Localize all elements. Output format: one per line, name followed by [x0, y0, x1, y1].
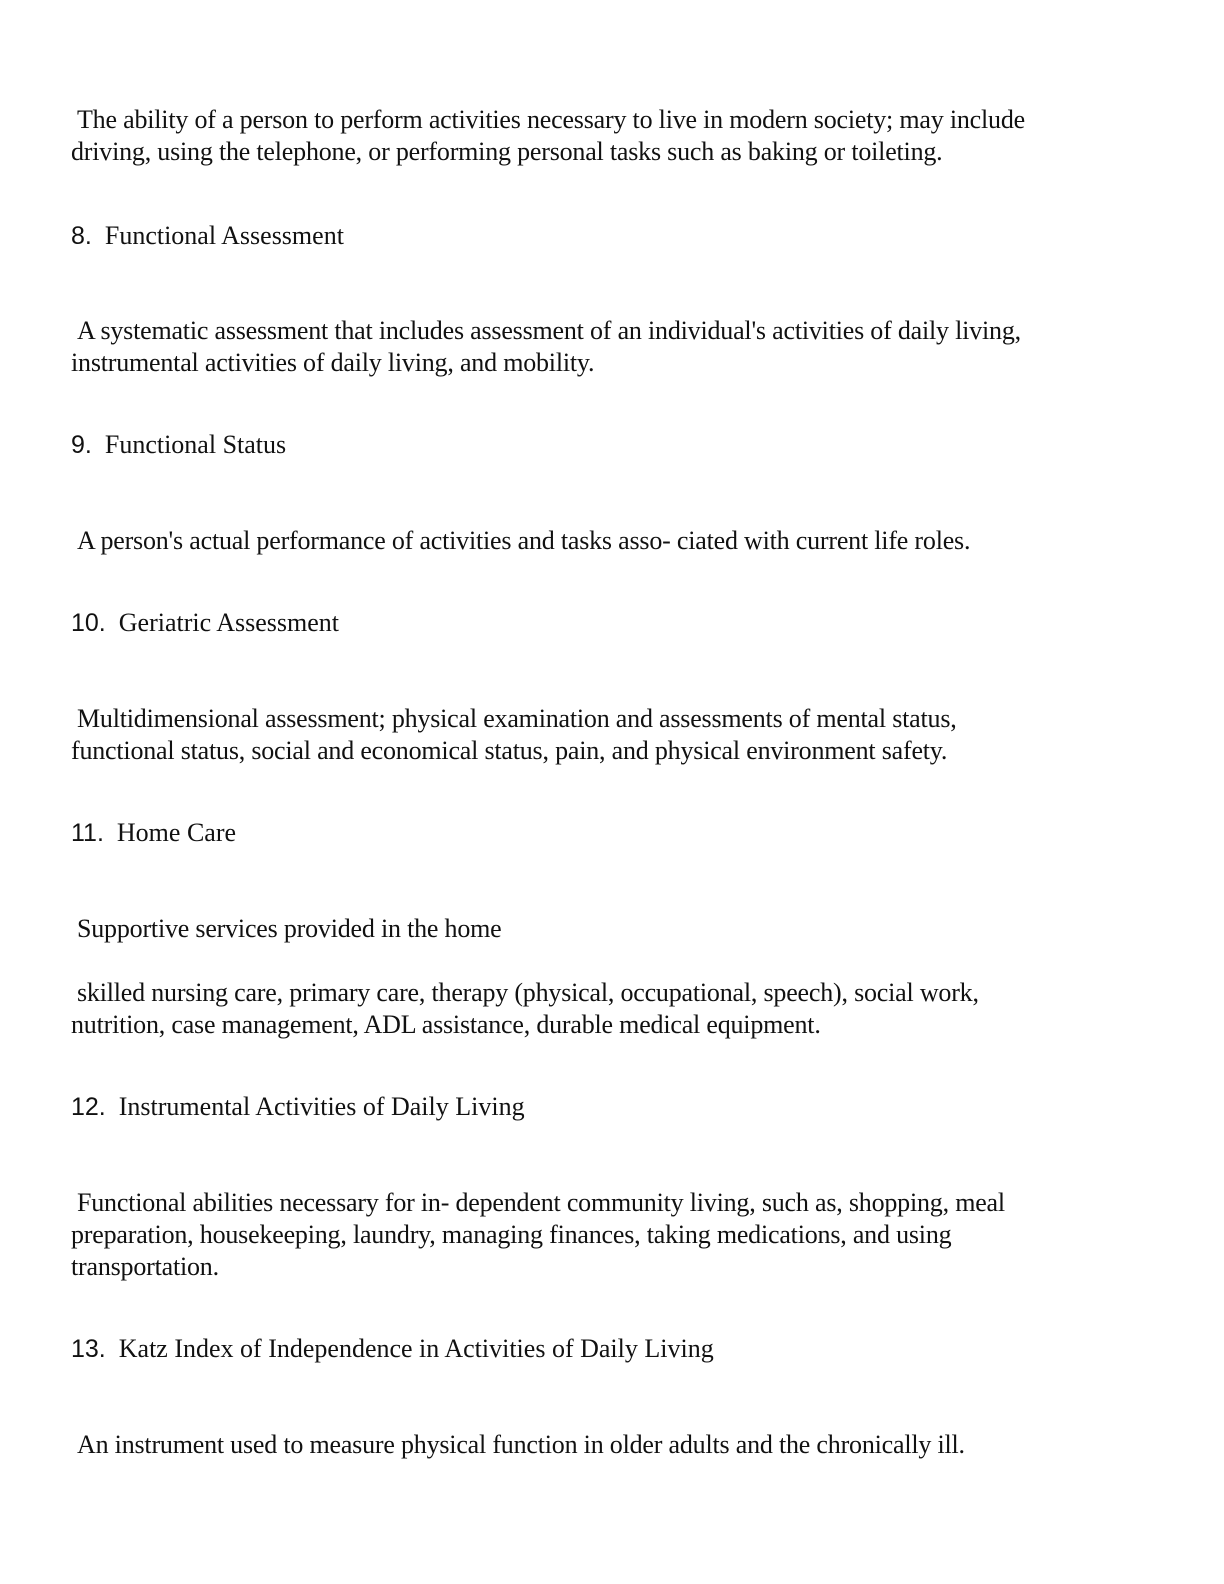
definition-line: preparation, housekeeping, laundry, managing finances, taking medications, and using	[71, 1220, 952, 1249]
definition-line: Supportive services provided in the home	[77, 914, 502, 943]
definition-line: Functional abilities necessary for in- dependent community living, such as, shopping, meal	[77, 1188, 1005, 1217]
term-number: 9.	[71, 431, 92, 459]
term-number: 11.	[71, 819, 104, 847]
definition-line: skilled nursing care, primary care, therapy (physical, occupational, speech), social work,	[77, 978, 979, 1007]
definition-line: A person's actual performance of activities and tasks asso- ciated with current life roles.	[77, 526, 971, 555]
term-definition-9	[71, 525, 1161, 557]
term-title: Functional Assessment	[104, 221, 344, 250]
term-heading-11	[71, 817, 236, 849]
term-heading-8	[71, 220, 344, 252]
term-heading-10	[71, 607, 339, 639]
term-definition-11b	[71, 977, 1161, 1041]
definition-line: The ability of a person to perform activities necessary to live in modern society; may include	[77, 105, 1025, 134]
definition-line: transportation.	[71, 1252, 219, 1281]
definition-line: nutrition, case management, ADL assistance, durable medical equipment.	[71, 1010, 821, 1039]
term-title: Instrumental Activities of Daily Living	[118, 1092, 525, 1121]
definition-line: instrumental activities of daily living, and mobility.	[71, 348, 595, 377]
term-title: Home Care	[116, 818, 237, 847]
definition-line: functional status, social and economical status, pain, and physical environment safety.	[71, 736, 948, 765]
term-definition-10	[71, 703, 1161, 767]
term-definition-11a	[71, 913, 1161, 945]
term-definition-12	[71, 1187, 1161, 1283]
term-number: 10.	[71, 609, 106, 637]
term-heading-13	[71, 1333, 714, 1365]
definition-line: An instrument used to measure physical function in older adults and the chronically ill.	[77, 1430, 965, 1459]
term-title: Katz Index of Independence in Activities of Daily Living	[118, 1334, 714, 1363]
intro-definition	[71, 104, 1161, 168]
term-definition-8	[71, 315, 1161, 379]
term-number: 12.	[71, 1093, 106, 1121]
term-heading-12	[71, 1091, 525, 1123]
term-title: Functional Status	[104, 430, 287, 459]
term-number: 13.	[71, 1335, 106, 1363]
definition-line: driving, using the telephone, or performing personal tasks such as baking or toileting.	[71, 137, 943, 166]
term-definition-13	[71, 1429, 1161, 1461]
definition-line: Multidimensional assessment; physical examination and assessments of mental status,	[77, 704, 957, 733]
definition-line: A systematic assessment that includes assessment of an individual's activities of daily living,	[77, 316, 1021, 345]
term-number: 8.	[71, 222, 92, 250]
term-title: Geriatric Assessment	[118, 608, 339, 637]
term-heading-9	[71, 429, 286, 461]
